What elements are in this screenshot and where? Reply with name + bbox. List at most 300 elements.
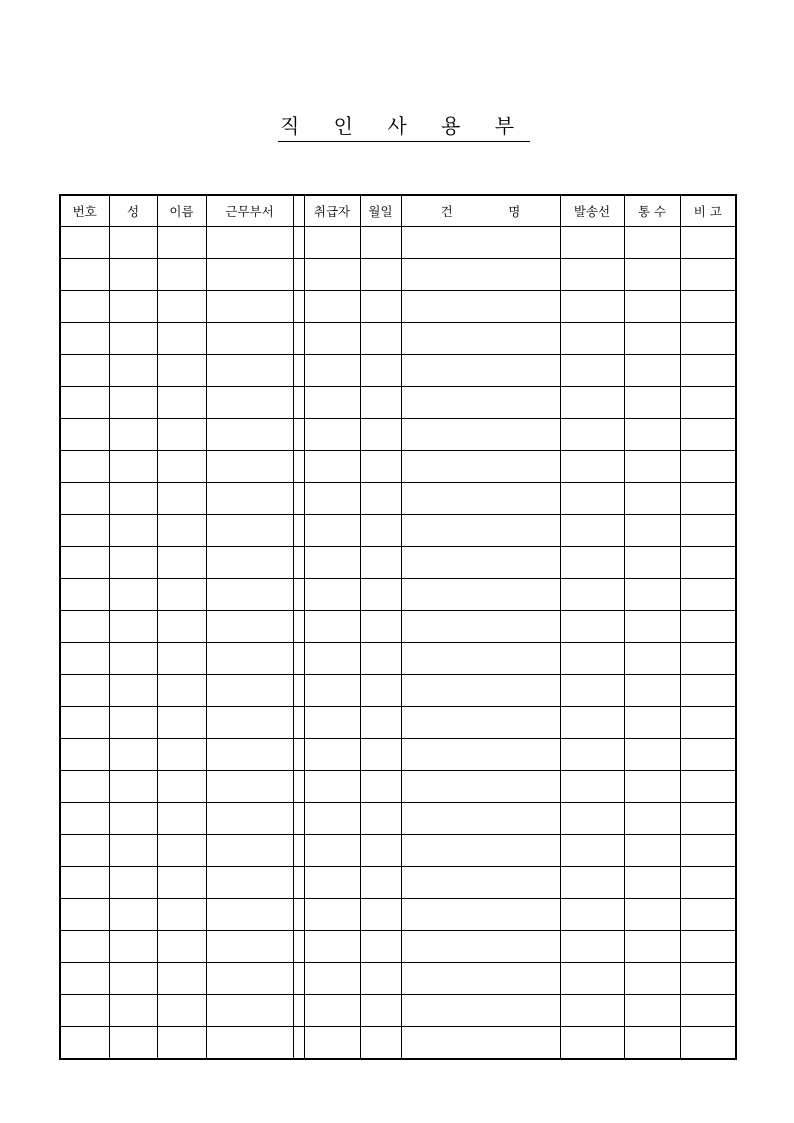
cell-recipient	[560, 387, 624, 419]
cell-department	[206, 579, 293, 611]
cell-subject	[401, 1027, 560, 1060]
cell-surname	[109, 387, 157, 419]
column-header-handler: 취급자	[304, 195, 360, 227]
cell-number	[60, 963, 109, 995]
table-row	[60, 579, 736, 611]
cell-surname	[109, 547, 157, 579]
cell-name	[157, 355, 206, 387]
cell-date	[360, 323, 401, 355]
cell-copies	[624, 515, 680, 547]
cell-recipient	[560, 419, 624, 451]
cell-name	[157, 867, 206, 899]
cell-name	[157, 227, 206, 259]
cell-surname	[109, 1027, 157, 1060]
cell-copies	[624, 995, 680, 1027]
cell-surname	[109, 355, 157, 387]
cell-recipient	[560, 675, 624, 707]
cell-copies	[624, 483, 680, 515]
cell-number	[60, 739, 109, 771]
cell-handler	[304, 995, 360, 1027]
cell-number	[60, 547, 109, 579]
cell-divider	[293, 1027, 304, 1060]
cell-recipient	[560, 451, 624, 483]
table-row	[60, 291, 736, 323]
cell-number	[60, 515, 109, 547]
cell-divider	[293, 771, 304, 803]
cell-divider	[293, 899, 304, 931]
cell-subject	[401, 867, 560, 899]
cell-remarks	[680, 771, 736, 803]
cell-number	[60, 323, 109, 355]
cell-copies	[624, 419, 680, 451]
table-row	[60, 803, 736, 835]
cell-surname	[109, 291, 157, 323]
cell-subject	[401, 707, 560, 739]
cell-department	[206, 963, 293, 995]
cell-copies	[624, 291, 680, 323]
cell-surname	[109, 451, 157, 483]
cell-remarks	[680, 611, 736, 643]
cell-name	[157, 899, 206, 931]
cell-handler	[304, 323, 360, 355]
cell-date	[360, 611, 401, 643]
cell-divider	[293, 835, 304, 867]
cell-date	[360, 995, 401, 1027]
cell-department	[206, 1027, 293, 1060]
column-header-recipient: 발송선	[560, 195, 624, 227]
cell-name	[157, 931, 206, 963]
cell-surname	[109, 611, 157, 643]
cell-divider	[293, 803, 304, 835]
cell-name	[157, 547, 206, 579]
cell-name	[157, 963, 206, 995]
cell-subject	[401, 739, 560, 771]
cell-divider	[293, 483, 304, 515]
cell-handler	[304, 355, 360, 387]
cell-recipient	[560, 963, 624, 995]
table-row	[60, 867, 736, 899]
cell-surname	[109, 963, 157, 995]
cell-divider	[293, 547, 304, 579]
cell-subject	[401, 355, 560, 387]
cell-divider	[293, 867, 304, 899]
cell-department	[206, 931, 293, 963]
table-row	[60, 899, 736, 931]
cell-divider	[293, 611, 304, 643]
cell-name	[157, 995, 206, 1027]
cell-department	[206, 803, 293, 835]
cell-number	[60, 579, 109, 611]
cell-number	[60, 355, 109, 387]
cell-number	[60, 291, 109, 323]
cell-remarks	[680, 931, 736, 963]
cell-number	[60, 867, 109, 899]
cell-department	[206, 387, 293, 419]
cell-date	[360, 675, 401, 707]
cell-name	[157, 707, 206, 739]
cell-surname	[109, 707, 157, 739]
column-header-department: 근무부서	[206, 195, 293, 227]
column-header-number: 번호	[60, 195, 109, 227]
cell-divider	[293, 675, 304, 707]
cell-subject	[401, 771, 560, 803]
cell-subject	[401, 419, 560, 451]
cell-handler	[304, 803, 360, 835]
table-row	[60, 259, 736, 291]
cell-subject	[401, 963, 560, 995]
cell-copies	[624, 259, 680, 291]
cell-copies	[624, 227, 680, 259]
cell-department	[206, 835, 293, 867]
cell-recipient	[560, 259, 624, 291]
cell-copies	[624, 387, 680, 419]
cell-recipient	[560, 355, 624, 387]
column-header-name: 이름	[157, 195, 206, 227]
cell-handler	[304, 739, 360, 771]
cell-date	[360, 835, 401, 867]
cell-department	[206, 995, 293, 1027]
cell-surname	[109, 259, 157, 291]
cell-number	[60, 1027, 109, 1060]
table-row	[60, 515, 736, 547]
cell-handler	[304, 483, 360, 515]
cell-handler	[304, 419, 360, 451]
cell-handler	[304, 515, 360, 547]
cell-department	[206, 771, 293, 803]
cell-remarks	[680, 483, 736, 515]
cell-name	[157, 483, 206, 515]
column-header-subject: 건 명	[401, 195, 560, 227]
column-header-divider	[293, 195, 304, 227]
cell-date	[360, 547, 401, 579]
cell-name	[157, 387, 206, 419]
cell-name	[157, 835, 206, 867]
cell-copies	[624, 803, 680, 835]
cell-department	[206, 323, 293, 355]
cell-date	[360, 515, 401, 547]
cell-department	[206, 291, 293, 323]
cell-name	[157, 611, 206, 643]
cell-copies	[624, 867, 680, 899]
cell-department	[206, 643, 293, 675]
cell-remarks	[680, 451, 736, 483]
cell-handler	[304, 675, 360, 707]
cell-department	[206, 483, 293, 515]
cell-handler	[304, 579, 360, 611]
cell-copies	[624, 931, 680, 963]
cell-recipient	[560, 515, 624, 547]
cell-handler	[304, 867, 360, 899]
cell-divider	[293, 739, 304, 771]
cell-copies	[624, 771, 680, 803]
cell-subject	[401, 931, 560, 963]
cell-number	[60, 931, 109, 963]
cell-copies	[624, 739, 680, 771]
cell-handler	[304, 547, 360, 579]
cell-date	[360, 451, 401, 483]
cell-handler	[304, 643, 360, 675]
cell-date	[360, 579, 401, 611]
cell-number	[60, 451, 109, 483]
cell-date	[360, 803, 401, 835]
table-row	[60, 995, 736, 1027]
cell-number	[60, 643, 109, 675]
table-row	[60, 835, 736, 867]
cell-remarks	[680, 355, 736, 387]
cell-handler	[304, 387, 360, 419]
cell-subject	[401, 291, 560, 323]
cell-divider	[293, 355, 304, 387]
cell-number	[60, 611, 109, 643]
cell-number	[60, 707, 109, 739]
cell-name	[157, 259, 206, 291]
table-row	[60, 739, 736, 771]
table-row	[60, 643, 736, 675]
cell-recipient	[560, 995, 624, 1027]
table-row	[60, 323, 736, 355]
cell-recipient	[560, 643, 624, 675]
cell-subject	[401, 899, 560, 931]
cell-divider	[293, 323, 304, 355]
cell-handler	[304, 899, 360, 931]
cell-surname	[109, 643, 157, 675]
cell-handler	[304, 451, 360, 483]
cell-date	[360, 483, 401, 515]
cell-copies	[624, 835, 680, 867]
cell-divider	[293, 291, 304, 323]
cell-subject	[401, 451, 560, 483]
cell-date	[360, 899, 401, 931]
cell-surname	[109, 419, 157, 451]
table-row	[60, 547, 736, 579]
cell-remarks	[680, 291, 736, 323]
title-text: 직 인 사 용 부	[278, 110, 530, 142]
cell-number	[60, 387, 109, 419]
cell-recipient	[560, 579, 624, 611]
cell-name	[157, 1027, 206, 1060]
table-row	[60, 611, 736, 643]
cell-number	[60, 771, 109, 803]
column-header-date: 월일	[360, 195, 401, 227]
table-row	[60, 1027, 736, 1060]
cell-subject	[401, 259, 560, 291]
table-row	[60, 707, 736, 739]
cell-date	[360, 707, 401, 739]
cell-subject	[401, 547, 560, 579]
cell-copies	[624, 963, 680, 995]
table-row	[60, 419, 736, 451]
cell-copies	[624, 707, 680, 739]
cell-surname	[109, 515, 157, 547]
cell-copies	[624, 579, 680, 611]
cell-subject	[401, 323, 560, 355]
cell-surname	[109, 835, 157, 867]
cell-number	[60, 675, 109, 707]
cell-date	[360, 355, 401, 387]
cell-remarks	[680, 963, 736, 995]
cell-number	[60, 259, 109, 291]
cell-copies	[624, 323, 680, 355]
table-row	[60, 227, 736, 259]
cell-handler	[304, 771, 360, 803]
cell-recipient	[560, 483, 624, 515]
cell-remarks	[680, 547, 736, 579]
cell-subject	[401, 643, 560, 675]
cell-remarks	[680, 387, 736, 419]
column-header-remarks: 비 고	[680, 195, 736, 227]
cell-number	[60, 483, 109, 515]
cell-department	[206, 515, 293, 547]
cell-date	[360, 963, 401, 995]
table-row	[60, 931, 736, 963]
cell-recipient	[560, 803, 624, 835]
cell-handler	[304, 611, 360, 643]
cell-handler	[304, 707, 360, 739]
cell-surname	[109, 483, 157, 515]
cell-name	[157, 579, 206, 611]
cell-divider	[293, 931, 304, 963]
cell-copies	[624, 611, 680, 643]
ledger-body	[60, 227, 736, 1060]
cell-handler	[304, 963, 360, 995]
cell-recipient	[560, 611, 624, 643]
cell-remarks	[680, 579, 736, 611]
cell-subject	[401, 483, 560, 515]
cell-remarks	[680, 1027, 736, 1060]
cell-date	[360, 227, 401, 259]
cell-handler	[304, 259, 360, 291]
cell-recipient	[560, 931, 624, 963]
cell-subject	[401, 227, 560, 259]
cell-surname	[109, 867, 157, 899]
cell-surname	[109, 579, 157, 611]
cell-remarks	[680, 227, 736, 259]
cell-name	[157, 515, 206, 547]
cell-copies	[624, 899, 680, 931]
table-row	[60, 675, 736, 707]
cell-surname	[109, 323, 157, 355]
cell-name	[157, 739, 206, 771]
cell-remarks	[680, 643, 736, 675]
cell-recipient	[560, 707, 624, 739]
cell-remarks	[680, 867, 736, 899]
cell-recipient	[560, 771, 624, 803]
cell-remarks	[680, 995, 736, 1027]
cell-department	[206, 867, 293, 899]
cell-number	[60, 835, 109, 867]
cell-subject	[401, 995, 560, 1027]
cell-date	[360, 867, 401, 899]
cell-copies	[624, 1027, 680, 1060]
cell-recipient	[560, 739, 624, 771]
cell-surname	[109, 995, 157, 1027]
cell-divider	[293, 963, 304, 995]
cell-copies	[624, 451, 680, 483]
cell-divider	[293, 995, 304, 1027]
cell-date	[360, 643, 401, 675]
cell-surname	[109, 227, 157, 259]
table-row	[60, 963, 736, 995]
cell-department	[206, 419, 293, 451]
cell-department	[206, 451, 293, 483]
cell-number	[60, 803, 109, 835]
cell-name	[157, 803, 206, 835]
cell-remarks	[680, 419, 736, 451]
cell-number	[60, 899, 109, 931]
table-row	[60, 355, 736, 387]
cell-remarks	[680, 675, 736, 707]
cell-copies	[624, 675, 680, 707]
cell-department	[206, 227, 293, 259]
table-row	[60, 387, 736, 419]
cell-name	[157, 291, 206, 323]
cell-subject	[401, 387, 560, 419]
cell-remarks	[680, 835, 736, 867]
table-row	[60, 483, 736, 515]
cell-department	[206, 739, 293, 771]
cell-number	[60, 995, 109, 1027]
cell-handler	[304, 931, 360, 963]
cell-department	[206, 355, 293, 387]
cell-remarks	[680, 803, 736, 835]
cell-number	[60, 227, 109, 259]
cell-remarks	[680, 259, 736, 291]
cell-department	[206, 259, 293, 291]
cell-recipient	[560, 1027, 624, 1060]
cell-date	[360, 771, 401, 803]
cell-divider	[293, 579, 304, 611]
cell-copies	[624, 355, 680, 387]
cell-department	[206, 675, 293, 707]
cell-recipient	[560, 291, 624, 323]
cell-date	[360, 739, 401, 771]
cell-subject	[401, 803, 560, 835]
cell-divider	[293, 419, 304, 451]
cell-recipient	[560, 899, 624, 931]
table-row	[60, 451, 736, 483]
cell-divider	[293, 707, 304, 739]
cell-surname	[109, 675, 157, 707]
cell-remarks	[680, 323, 736, 355]
cell-handler	[304, 227, 360, 259]
cell-date	[360, 931, 401, 963]
column-header-copies: 통 수	[624, 195, 680, 227]
cell-surname	[109, 803, 157, 835]
cell-date	[360, 1027, 401, 1060]
cell-number	[60, 419, 109, 451]
cell-divider	[293, 259, 304, 291]
cell-name	[157, 323, 206, 355]
cell-date	[360, 387, 401, 419]
cell-surname	[109, 771, 157, 803]
cell-subject	[401, 515, 560, 547]
table-row	[60, 771, 736, 803]
page-title	[0, 110, 794, 142]
cell-name	[157, 771, 206, 803]
cell-divider	[293, 643, 304, 675]
cell-department	[206, 611, 293, 643]
cell-handler	[304, 291, 360, 323]
cell-surname	[109, 931, 157, 963]
cell-divider	[293, 515, 304, 547]
cell-subject	[401, 835, 560, 867]
cell-remarks	[680, 707, 736, 739]
cell-handler	[304, 1027, 360, 1060]
seal-usage-ledger	[59, 194, 737, 1060]
cell-subject	[401, 675, 560, 707]
cell-date	[360, 259, 401, 291]
cell-surname	[109, 739, 157, 771]
